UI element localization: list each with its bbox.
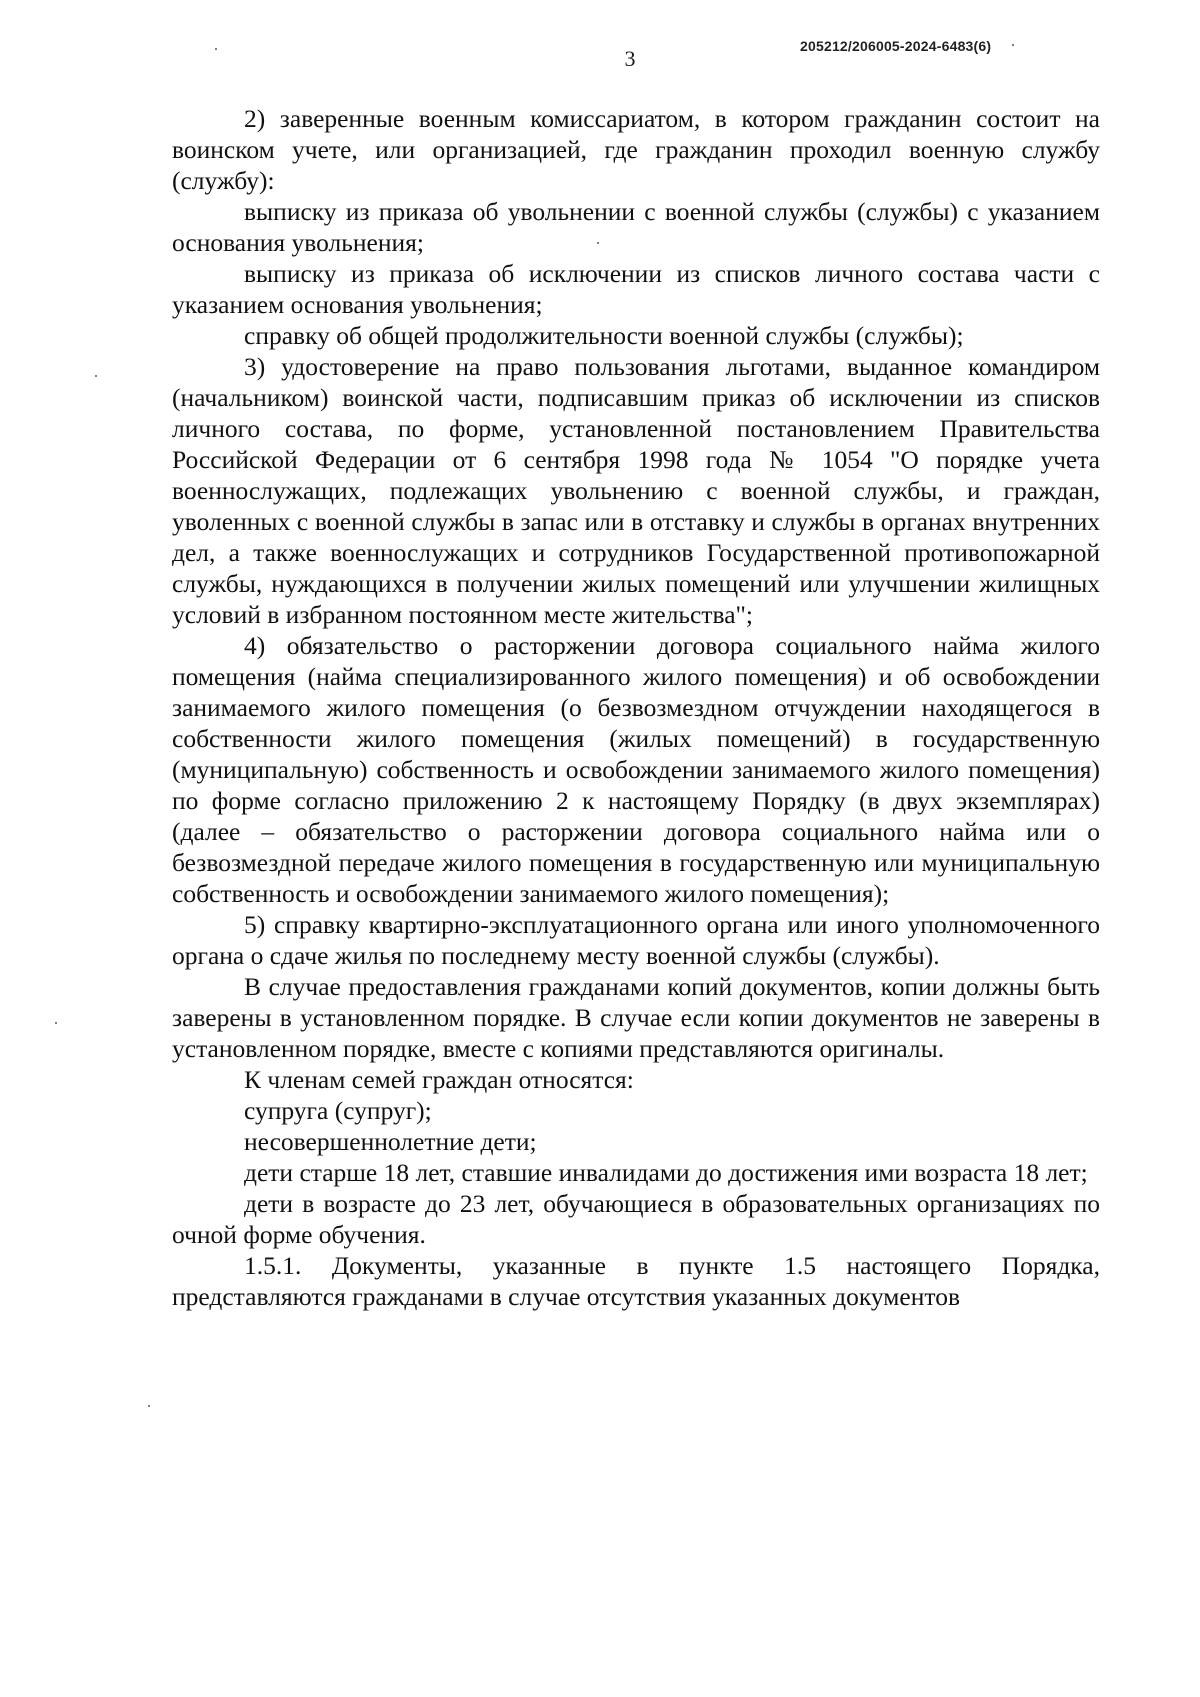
paragraph-exclusion-extract: выписку из приказа об исключении из списков личного состава части с указанием основания увольнения; — [172, 259, 1100, 319]
paragraph-spouse: супруга (супруг); — [244, 1096, 432, 1125]
paragraph-item-4: 4) обязательство о расторжении договора социального найма жилого помещения (найма специализированного жилого помещения) и об освобождении занимаемого жилого помещения (о безвозмездном отчуждении находящегося в собственности жилого помещения (жилых помещений) в государственную (муниципальную) собственность и освобождении занимаемого жилого помещения) по форме согласно приложению 2 к настоящему Порядку (в двух экземплярах) (далее – обязательство о расторжении договора социального найма или о безвозмездной передаче жилого помещения в государственную или муниципальную собственность и освобождении занимаемого жилого помещения); — [172, 631, 1100, 908]
paragraph-service-length-certificate: справку об общей продолжительности военной службы (службы); — [244, 321, 964, 350]
scan-speck — [148, 1405, 150, 1407]
paragraph-copies: В случае предоставления гражданами копий документов, копии должны быть заверены в установленном порядке. В случае если копии документов не заверены в установленном порядке, вместе с копиями представляются оригиналы. — [172, 972, 1100, 1063]
scan-speck — [215, 48, 217, 50]
paragraph-disabled-children: дети старше 18 лет, ставшие инвалидами до достижения ими возраста 18 лет; — [244, 1158, 1088, 1187]
paragraph-student-children: дети в возрасте до 23 лет, обучающиеся в образовательных организациях по очной форме обучения. — [172, 1189, 1100, 1249]
paragraph-item-3: 3) удостоверение на право пользования льготами, выданное командиром (начальником) воинской части, подписавшим приказ об исключении из списков личного состава, по форме, установленной постановлением Правительства Российской Федерации от 6 сентября 1998 года № 1054 "О порядке учета военнослужащих, подлежащих увольнению с военной службы, и граждан, уволенных с военной службы в запас или в отставку и службы в органах внутренних дел, а также военнослужащих и сотрудников Государственной противопожарной службы, нуждающихся в получении жилых помещений или улучшении жилищных условий в избранном постоянном месте жительства"; — [172, 352, 1100, 629]
paragraph-item-1-5-1: 1.5.1. Документы, указанные в пункте 1.5 настоящего Порядка, представляются гражданами в случае отсутствия указанных документов — [172, 1251, 1100, 1311]
page-number: 3 — [624, 46, 636, 71]
paragraph-family-members-heading: К членам семей граждан относятся: — [244, 1065, 634, 1094]
document-body — [172, 103, 1100, 1312]
scan-speck — [95, 375, 97, 377]
paragraph-item-2: 2) заверенные военным комиссариатом, в котором гражданин состоит на воинском учете, или организацией, где гражданин проходил военную службу (службу): — [172, 104, 1100, 195]
paragraph-minor-children: несовершеннолетние дети; — [244, 1127, 537, 1156]
scan-speck — [55, 1022, 57, 1024]
scan-speck — [1012, 44, 1014, 46]
scan-speck — [597, 242, 599, 244]
paragraph-item-5: 5) справку квартирно-эксплуатационного органа или иного уполномоченного органа о сдаче жилья по последнему месту военной службы (службы). — [172, 910, 1100, 970]
paragraph-dismissal-extract: выписку из приказа об увольнении с военной службы (службы) с указанием основания увольнения; — [172, 197, 1100, 257]
document-registration-number: 205212/206005-2024-6483(6) — [800, 38, 992, 54]
